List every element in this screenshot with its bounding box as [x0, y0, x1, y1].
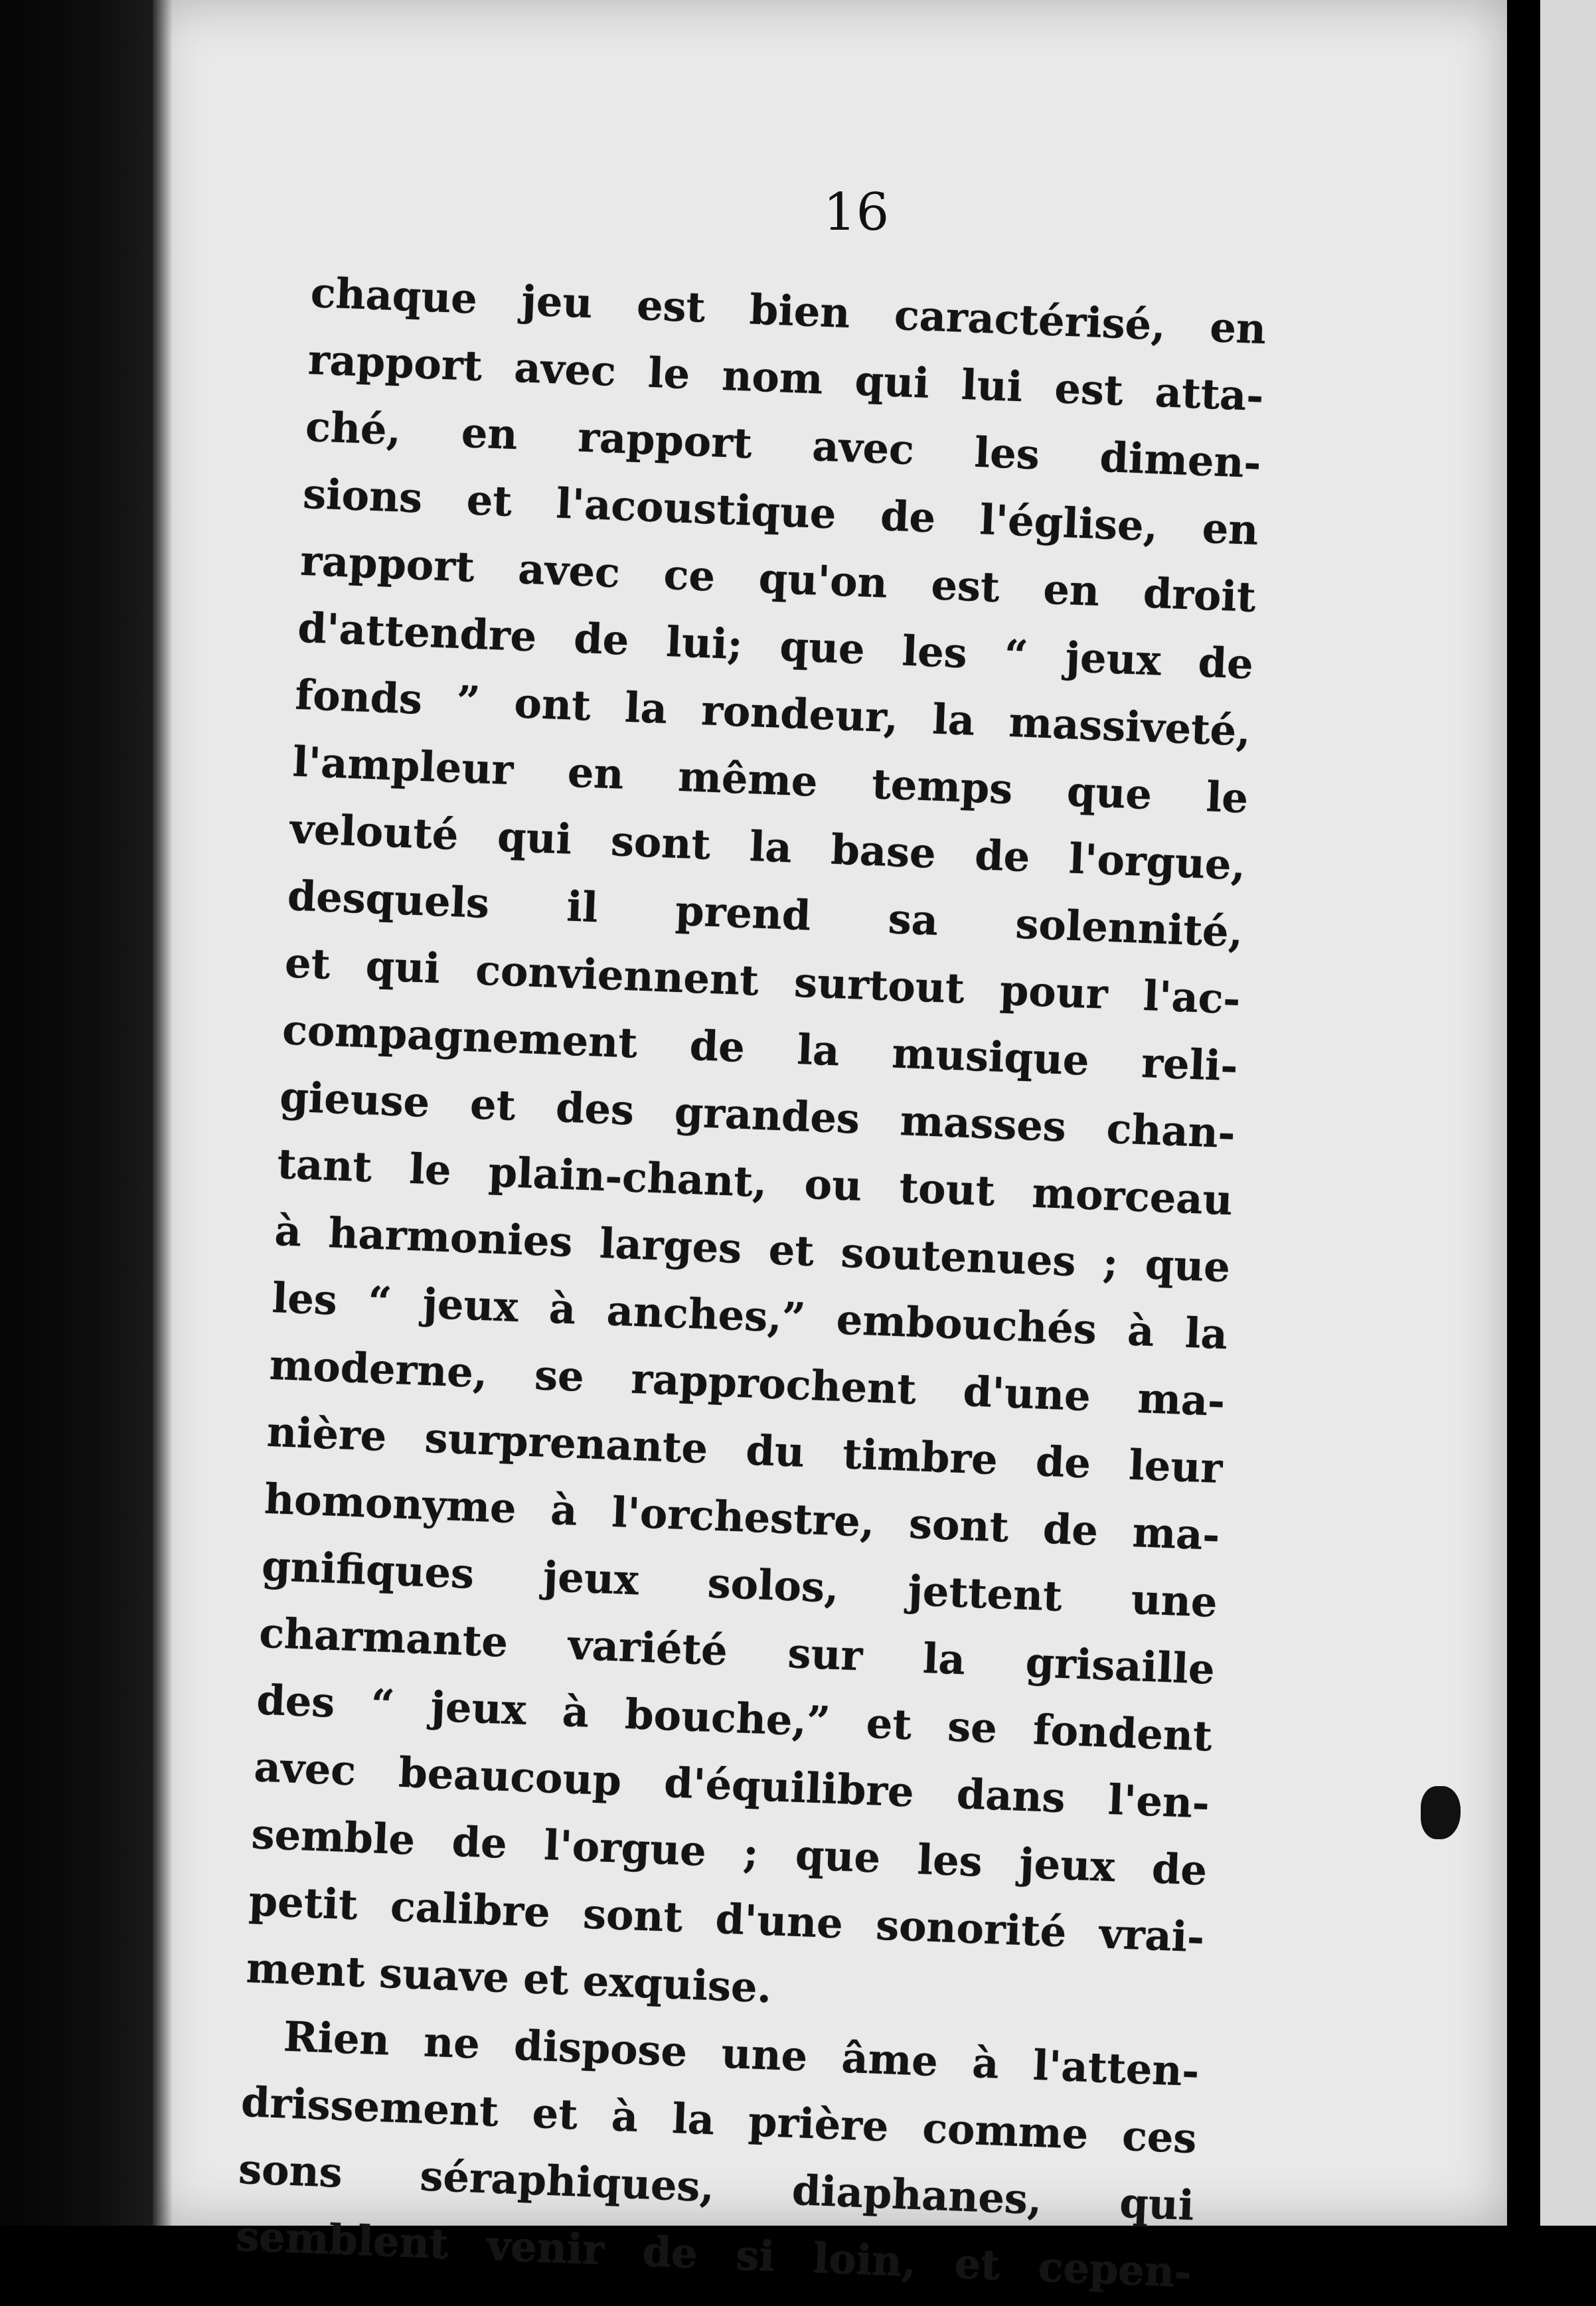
text-line: Rien ne dispose une âme à l'atten-: [282, 2012, 1200, 2096]
text-line: des “ jeux à bouche,” et se fondent: [256, 1675, 1213, 1761]
body-text: [235, 259, 1267, 2306]
text-line: gnifiques jeux solos, jettent une: [260, 1541, 1218, 1627]
page-number: 16: [823, 183, 890, 242]
text-line: ment suave et exquise.: [245, 1943, 773, 2013]
text-line: velouté qui sont la base de l'orgue,: [289, 804, 1247, 890]
text-line: petit calibre sont d'une sonorité vrai-: [248, 1876, 1206, 1962]
text-line: fonds ” ont la rondeur, la massiveté,: [294, 670, 1252, 756]
ink-blot: [1421, 1786, 1461, 1839]
text-line: compagnement de la musique reli-: [281, 1005, 1239, 1091]
text-line: moderne, se rapprochent d'une ma-: [268, 1340, 1226, 1426]
text-line: chaque jeu est bien caractérisé, en: [309, 268, 1267, 354]
text-line: tant le plain-chant, ou tout morceau: [276, 1139, 1234, 1225]
text-line: semblent venir de si loin, et cepen-: [235, 2211, 1192, 2297]
text-line: les “ jeux à anches,” embouchés à la: [271, 1273, 1229, 1359]
page-gutter: [1507, 66, 1540, 2226]
text-line: à harmonies larges et soutenues ; que: [274, 1206, 1232, 1292]
text-line: sons séraphiques, diaphanes, qui: [238, 2144, 1195, 2230]
text-line: et qui conviennent surtout pour l'ac-: [283, 938, 1241, 1024]
text-line: drissement et à la prière comme ces: [240, 2077, 1198, 2163]
text-line: l'ampleur en même temps que le: [291, 737, 1249, 823]
text-line: gieuse et des grandes masses chan-: [279, 1072, 1236, 1158]
text-line: sions et l'acoustique de l'église, en: [302, 469, 1259, 554]
text-line: nière surprenante du timbre de leur: [266, 1407, 1224, 1493]
book-edge-left: [0, 0, 153, 2226]
text-line: rapport avec ce qu'on est en droit: [299, 536, 1257, 621]
text-line: semble de l'orgue ; que les jeux de: [250, 1809, 1208, 1895]
text-line: homonyme à l'orchestre, sont de ma-: [263, 1474, 1221, 1560]
text-line: desquels il prend sa solennité,: [286, 871, 1244, 957]
text-line: avec beaucoup d'équilibre dans l'en-: [253, 1742, 1211, 1828]
text-line: charmante variété sur la grisaille: [258, 1608, 1216, 1694]
text-line: rapport avec le nom qui lui est atta-: [307, 335, 1265, 421]
text-line: d'attendre de lui; que les “ jeux de: [297, 603, 1255, 689]
text-line: ché, en rapport avec les dimen-: [304, 402, 1262, 488]
facing-page-edge: [1540, 0, 1596, 2226]
